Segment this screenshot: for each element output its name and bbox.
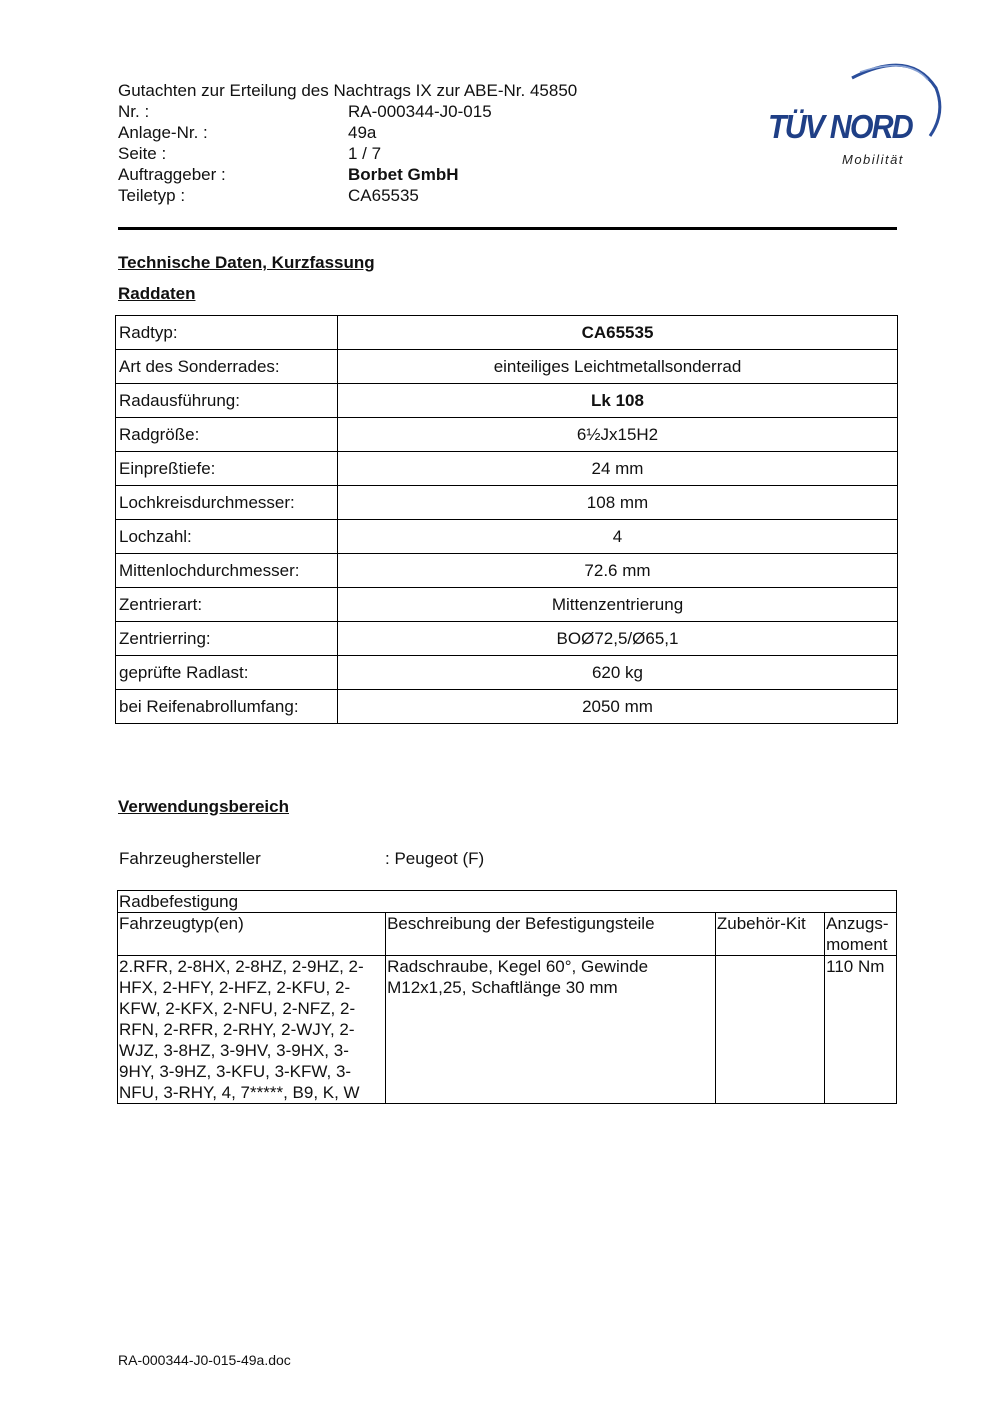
header-value: Borbet GmbH [348,165,459,184]
table-row [116,690,898,724]
table-row [116,656,898,690]
header-label: Anlage-Nr. : [118,123,208,142]
table-row [116,418,898,452]
table-row [116,316,898,350]
fahrzeugtypen-cell: 2.RFR, 2-8HX, 2-8HZ, 2-9HZ, 2-HFX, 2-HFY, 2-HFZ, 2-KFU, 2-KFW, 2-KFX, 2-NFU, 2-NFZ, 2-RFN, 2-RFR, 2-RHY, 2-WJY, 2-WJZ, 3-8HZ, 3-9HV, 3-9HX, 3-9HY, 3-9HZ, 3-KFU, 3-KFW, 3-NFU, 3-RHY, 4, 7*****, B9, K, W [118,956,386,1104]
raddaten-value: BOØ72,5/Ø65,1 [338,622,898,656]
raddaten-key: Zentrierart: [116,588,338,622]
table-title-row [118,891,897,913]
header-value: 1 / 7 [348,144,382,163]
raddaten-value: 108 mm [338,486,898,520]
raddaten-value: 6½Jx15H2 [338,418,898,452]
logo-subtitle: Mobilität [842,152,904,167]
table-row [116,520,898,554]
header-label: Teiletyp : [118,186,186,205]
header-label: Nr. : [118,102,150,121]
raddaten-value: CA65535 [338,316,898,350]
section-raddaten: Raddaten [118,284,196,303]
table-header-row [118,913,897,956]
table-row [116,384,898,418]
raddaten-value: 2050 mm [338,690,898,724]
table-row [116,588,898,622]
raddaten-value: Mittenzentrierung [338,588,898,622]
document-header [118,80,678,206]
column-header: Anzugs-moment [825,913,897,956]
raddaten-key: Art des Sonderrades: [116,350,338,384]
raddaten-key: bei Reifenabrollumfang: [116,690,338,724]
table-row [116,554,898,588]
hersteller-label: Fahrzeughersteller [119,849,261,868]
raddaten-value: 4 [338,520,898,554]
raddaten-value: 620 kg [338,656,898,690]
raddaten-key: Zentrierring: [116,622,338,656]
beschreibung-cell: Radschraube, Kegel 60°, Gewinde M12x1,25, Schaftlänge 30 mm [386,956,716,1104]
header-row-teiletyp [118,185,678,206]
column-header: Fahrzeugtyp(en) [118,913,386,956]
fahrzeughersteller-line [119,849,619,869]
tuv-nord-logo [760,58,945,173]
section-verwendungsbereich: Verwendungsbereich [118,797,289,816]
header-row-nr [118,101,678,122]
logo-brand: TÜV NORD [768,108,912,145]
raddaten-value: 24 mm [338,452,898,486]
footer-filename: RA-000344-J0-015-49a.doc [118,1352,291,1368]
header-label: Seite : [118,144,167,163]
raddaten-key: Radgröße: [116,418,338,452]
raddaten-key: Einpreßtiefe: [116,452,338,486]
raddaten-key: Mittenlochdurchmesser: [116,554,338,588]
table-row [116,452,898,486]
document-title: Gutachten zur Erteilung des Nachtrags IX zur ABE-Nr. 45850 [118,81,578,100]
anzugsmoment-cell: 110 Nm [825,956,897,1104]
table-row [118,956,897,1104]
raddaten-table [115,315,898,724]
table-row [116,350,898,384]
section-technische-daten: Technische Daten, Kurzfassung [118,253,375,272]
header-label: Auftraggeber : [118,165,226,184]
hersteller-value: : Peugeot (F) [385,849,485,868]
table-row [116,486,898,520]
header-row-anlage [118,122,678,143]
raddaten-key: Radtyp: [116,316,338,350]
radbefestigung-table [117,890,897,1104]
raddaten-key: geprüfte Radlast: [116,656,338,690]
header-value: 49a [348,123,377,142]
header-row-auftraggeber [118,164,678,185]
header-value: CA65535 [348,186,419,205]
raddaten-value: Lk 108 [338,384,898,418]
header-divider [118,227,897,230]
radbefestigung-title: Radbefestigung [118,891,897,913]
header-row-seite [118,143,678,164]
raddaten-key: Radausführung: [116,384,338,418]
raddaten-value: einteiliges Leichtmetallsonderrad [338,350,898,384]
column-header: Beschreibung der Befestigungsteile [386,913,716,956]
raddaten-value: 72.6 mm [338,554,898,588]
zubehoer-kit-cell [715,956,824,1104]
column-header: Zubehör-Kit [715,913,824,956]
raddaten-key: Lochkreisdurchmesser: [116,486,338,520]
raddaten-key: Lochzahl: [116,520,338,554]
table-row [116,622,898,656]
header-value: RA-000344-J0-015 [348,102,492,121]
